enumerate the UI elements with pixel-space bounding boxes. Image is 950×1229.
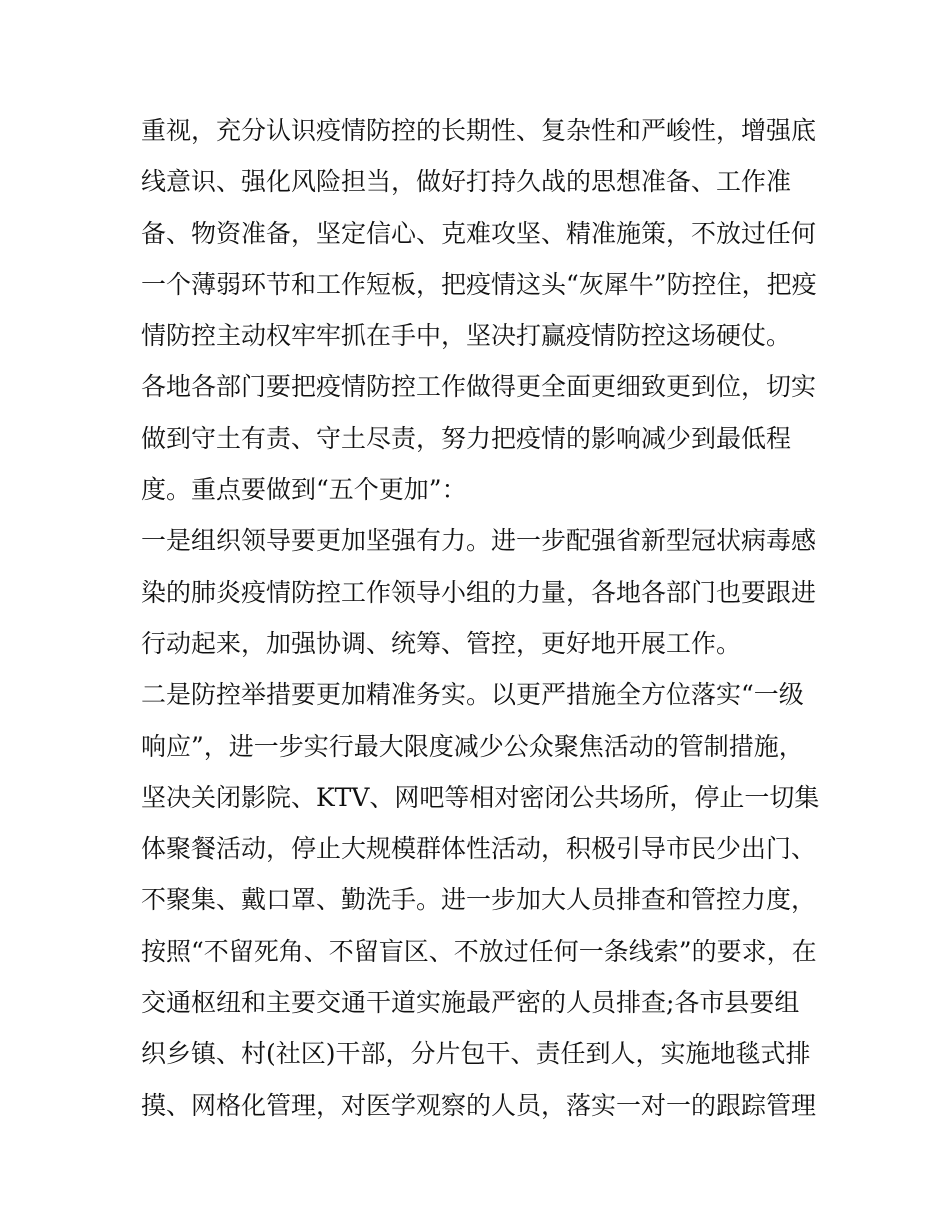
text-line: 织乡镇、村(社区)干部，分片包干、责任到人，实施地毯式排 <box>141 1039 811 1069</box>
text-line: 摸、网格化管理，对医学观察的人员，落实一对一的跟踪管理 <box>141 1090 817 1120</box>
text-line: 备、物资准备，坚定信心、克难攻坚、精准施策，不放过任何 <box>141 218 817 248</box>
text-line: 交通枢纽和主要交通干道实施最严密的人员排查;各市县要组 <box>141 988 800 1018</box>
text-line: 按照“不留死角、不留盲区、不放过任何一条线索”的要求，在 <box>141 936 817 966</box>
text-line: 二是防控举措要更加精准务实。以更严措施全方位落实“一级 <box>141 680 804 710</box>
body-text <box>141 105 821 1131</box>
text-line: 行动起来，加强协调、统筹、管控，更好地开展工作。 <box>141 628 742 658</box>
text-line: 一是组织领导要更加坚强有力。进一步配强省新型冠状病毒感 <box>141 526 817 556</box>
text-line: 情防控主动权牢牢抓在手中，坚决打赢疫情防控这场硬仗。 <box>141 321 792 351</box>
text-line: 重视，充分认识疫情防控的长期性、复杂性和严峻性，增强底 <box>141 116 817 145</box>
text-line: 染的肺炎疫情防控工作领导小组的力量，各地各部门也要跟进 <box>141 577 817 607</box>
text-line: 度。重点要做到“五个更加”： <box>141 475 467 505</box>
text-line: 线意识、强化风险担当，做好打持久战的思想准备、工作准 <box>141 167 792 197</box>
text-line: 各地各部门要把疫情防控工作做得更全面更细致更到位，切实 <box>141 372 817 402</box>
text-line: 不聚集、戴口罩、勤洗手。进一步加大人员排查和管控力度， <box>141 885 817 915</box>
text-line: 体聚餐活动，停止大规模群体性活动，积极引导市民少出门、 <box>141 834 817 864</box>
text-line: 坚决关闭影院、KTV、网吧等相对密闭公共场所，停止一切集 <box>141 782 820 812</box>
text-line: 一个薄弱环节和工作短板，把疫情这头“灰犀牛”防控住，把疫 <box>141 269 817 299</box>
text-line: 响应”，进一步实行最大限度减少公众聚焦活动的管制措施， <box>141 731 804 761</box>
text-line: 做到守土有责、守土尽责，努力把疫情的影响减少到最低程 <box>141 423 792 453</box>
